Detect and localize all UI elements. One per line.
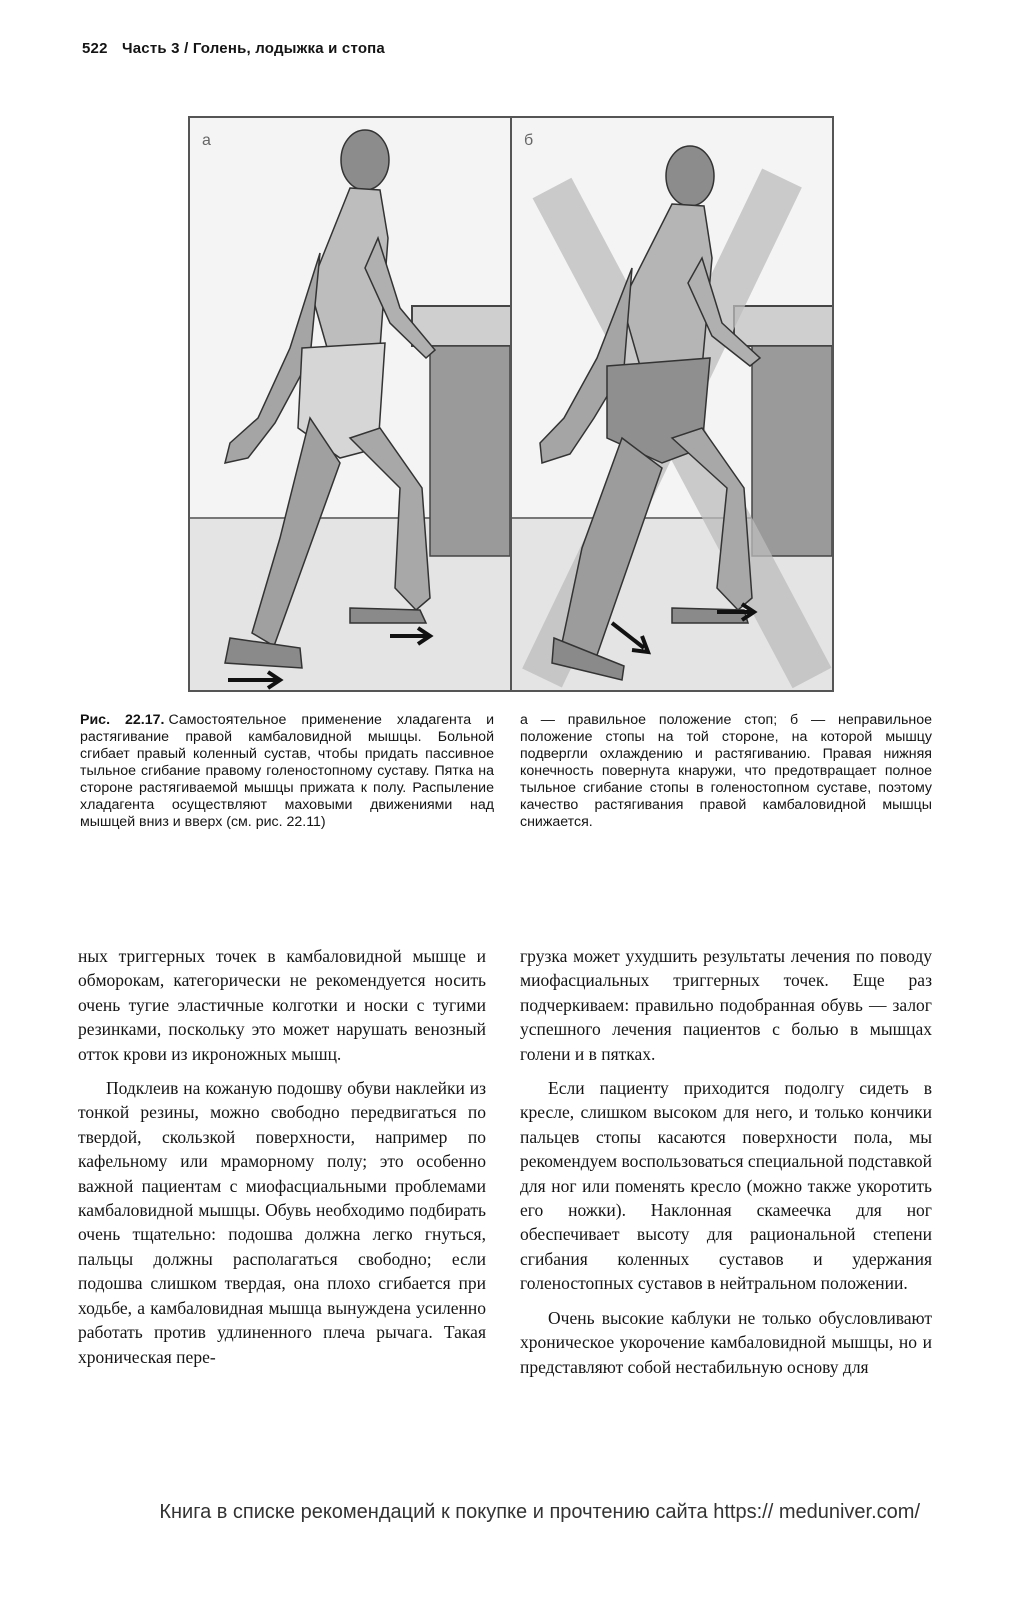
figure-label: Рис. 22.17. — [80, 712, 165, 728]
figure-panel-a — [188, 116, 512, 692]
body-column-left — [78, 944, 486, 1369]
standing-stretch-illustration-b — [512, 118, 832, 690]
caption-left-text: Самостоятельное применение хладагента и растягивание правой камбаловидной мышцы. Больной сгибает правый коленный сустав, чтобы придать пассивное тыльное сгибание правому голеностопному суставу. Пятка на стороне растягиваемой мышцы прижата к полу. Распыление хладагента осуществляют маховыми движениями над мышцей вниз и вверх (см. рис. 22.11) — [80, 712, 495, 830]
standing-stretch-illustration-a — [190, 118, 510, 690]
paragraph: ных триггерных точек в камбаловидной мышце и обморокам, категорически не рекомендуется носить очень тугие эластичные колготки и носки с тугими резинками, поскольку это может нарушать венозный отток крови из икроножных мышц. — [78, 946, 486, 1064]
figure-caption-left — [80, 712, 494, 831]
paragraph: грузка может ухудшить результаты лечения по поводу миофасциальных триггерных точек. Еще раз подчеркиваем: правильно подобранная обувь — залог успешного лечения пациентов с болью в мышцах голени и в пятках. — [520, 946, 932, 1064]
caption-right-text: а — правильное положение стоп; б — неправильное положение стопы на той стороне, на которой мышцу подвергли охлаждению и растягиванию. Правая нижняя конечность повернута кнаружи, что предотвращает полное тыльное сгибание стопы в голеностопном суставе, поэтому качество растягивания правой камбаловидной мышцы снижается. — [520, 712, 932, 830]
paragraph: Очень высокие каблуки не только обусловливают хроническое укорочение камбаловидной мышцы, но и представляют собой нестабильную основу для — [520, 1307, 932, 1377]
panel-b-letter: б — [524, 132, 534, 149]
paragraph: Если пациенту приходится подолгу сидеть в кресле, слишком высоком для него, и только кончики пальцев стопы касаются поверхности пола, мы рекомендуем воспользоваться специальной подставкой для ног или поменять кресло (можно также укоротить его ножки). Наклонная скамеечка для ног обеспечивает высоту для рациональной степени сгибания коленных суставов и удержания голеностопных суставов в нейтральном положении. — [520, 1078, 932, 1294]
panel-a-letter: а — [202, 132, 211, 149]
paragraph: Подклеив на кожаную подошву обуви наклейки из тонкой резины, можно свободно передвигаться по твердой, скользкой поверхности, например по кафельному или мраморному полу; это особенно важной пациентам с миофасциальными проблемами камбаловидной мышцы. Обувь необходимо подбирать очень тщательно: подошва должна легко гнуться, пальцы должны располагаться свободно; если подошва слишком твердая, она плохо сгибается при ходьбе, а камбаловидная мышца вынуждена усиленно работать против удлиненного плеча рычага. Такая хроническая пере- — [78, 1078, 486, 1367]
figure-panel-b — [510, 116, 834, 692]
running-header — [82, 40, 942, 57]
page-number: 522 — [82, 40, 108, 57]
figure-caption-right — [520, 712, 932, 831]
body-column-right — [520, 944, 932, 1379]
site-watermark: Книга в списке рекомендаций к покупке и прочтению сайта https:// meduniver.com/ — [159, 1501, 920, 1523]
running-title: Часть 3 / Голень, лодыжка и стопа — [122, 40, 385, 57]
